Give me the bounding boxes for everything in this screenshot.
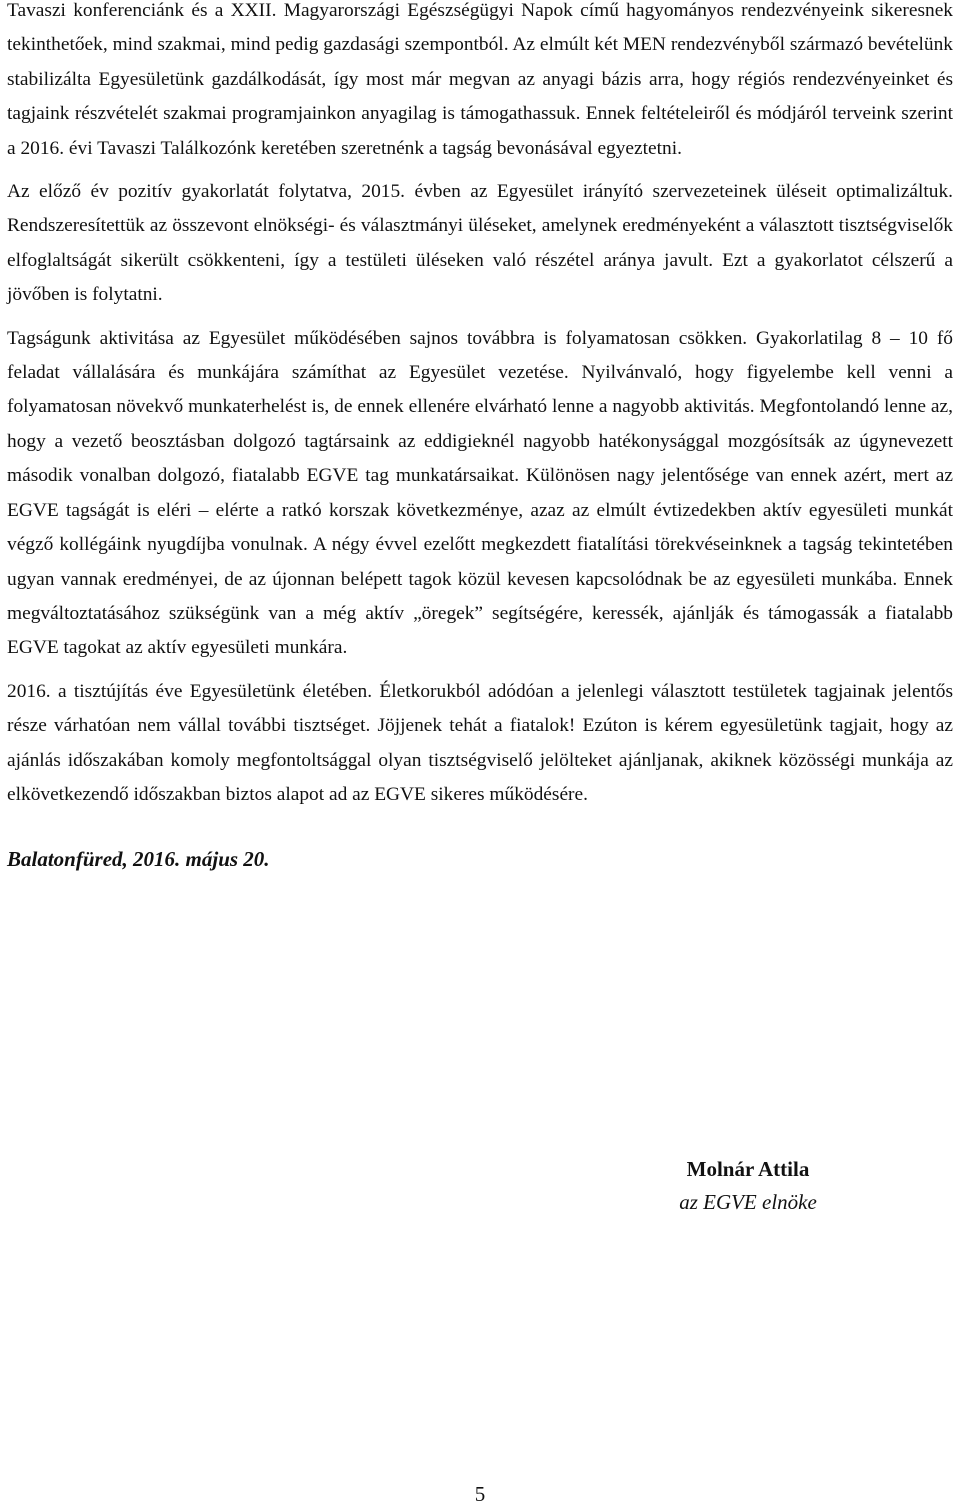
paragraph-meetings: Az előző év pozitív gyakorlatát folytatva, 2015. évben az Egyesület irányító szervezeteinek üléseit optimalizáltuk. Rendszeresítettük az összevont elnökségi- és választmányi üléseket, amelynek eredményeként a választott tisztségviselők elfoglaltságát sikerült csökkenteni, így a testületi üléseken való részétel aránya javult. Ezt a gyakorlatot célszerű a jövőben is folytatni. <box>7 181 953 306</box>
paragraph-conferences: Tavaszi konferenciánk és a XXII. Magyarországi Egészségügyi Napok című hagyományos rendezvényeink sikeresnek tekinthetőek, mind szakmai, mind pedig gazdasági szempontból. Az elmúlt két MEN rendezvényből származó bevételünk stabilizálta Egyesületünk gazdálkodását, így most már megvan az anyagi bázis arra, hogy régiós rendezvényeinket és tagjaink részvételét szakmai programjainkon anyagilag is támogathassuk. Ennek feltételeiről és módjáról terveink szerint a 2016. évi Tavaszi Találkozónk keretében szeretnénk a tagság bevonásával egyeztetni. <box>7 0 953 159</box>
paragraph-membership-activity: Tagságunk aktivitása az Egyesület működésében sajnos továbbra is folyamatosan csökken. Gyakorlatilag 8 – 10 fő feladat vállalására és munkájára számíthat az Egyesület vezetése. Nyilvánvaló, hogy figyelembe kell venni a folyamatosan növekvő munkaterhelést is, de ennek ellenére elvárható lenne a nagyobb aktivitás. Megfontolandó lenne az, hogy a vezető beosztásban dolgozó tagtársaink az eddigieknél nagyobb hatékonysággal mozgósítsák az úgynevezett második vonalban dolgozó, fiatalabb EGVE tag munkatársaikat. Különösen nagy jelentősége van ennek azért, mert az EGVE tagságát is eléri – elérte a ratkó korszak következménye, azaz az elmúlt évtizedekben aktív egyesületi munkát végző kollégáink nyugdíjba vonulnak. A négy évvel ezelőtt megkezdett fiatalítási törekvéseinknek a tagság tekintetében ugyan vannak eredményei, de az újonnan belépett tagok közül kevesen kapcsolódnak be az egyesületi munkába. Ennek megváltoztatásához szükségünk van a még aktív „öregek” segítségére, keressék, ajánlják és támogassák a fiatalabb EGVE tagokat az aktív egyesületi munkára. <box>7 327 953 659</box>
document-page <box>7 0 953 876</box>
signatory-title: az EGVE elnöke <box>679 1190 817 1214</box>
signature-block <box>640 1153 856 1219</box>
page-number: 5 <box>474 1482 486 1506</box>
signatory-name: Molnár Attila <box>686 1157 810 1181</box>
paragraph-election-year: 2016. a tisztújítás éve Egyesületünk életében. Életkorukból adódóan a jelenlegi választott testületek tagjainak jelentős része várhatóan nem vállal további tisztséget. Jöjjenek tehát a fiatalok! Ezúton is kérem egyesületünk tagjait, hogy az ajánlás időszakában komoly megfontoltsággal olyan tisztségviselő jelölteket ajánljanak, akiknek közösségi munkája az elkövetkezendő időszakban biztos alapot ad az EGVE sikeres működésére. <box>7 680 953 805</box>
place-and-date: Balatonfüred, 2016. május 20. <box>7 847 270 872</box>
